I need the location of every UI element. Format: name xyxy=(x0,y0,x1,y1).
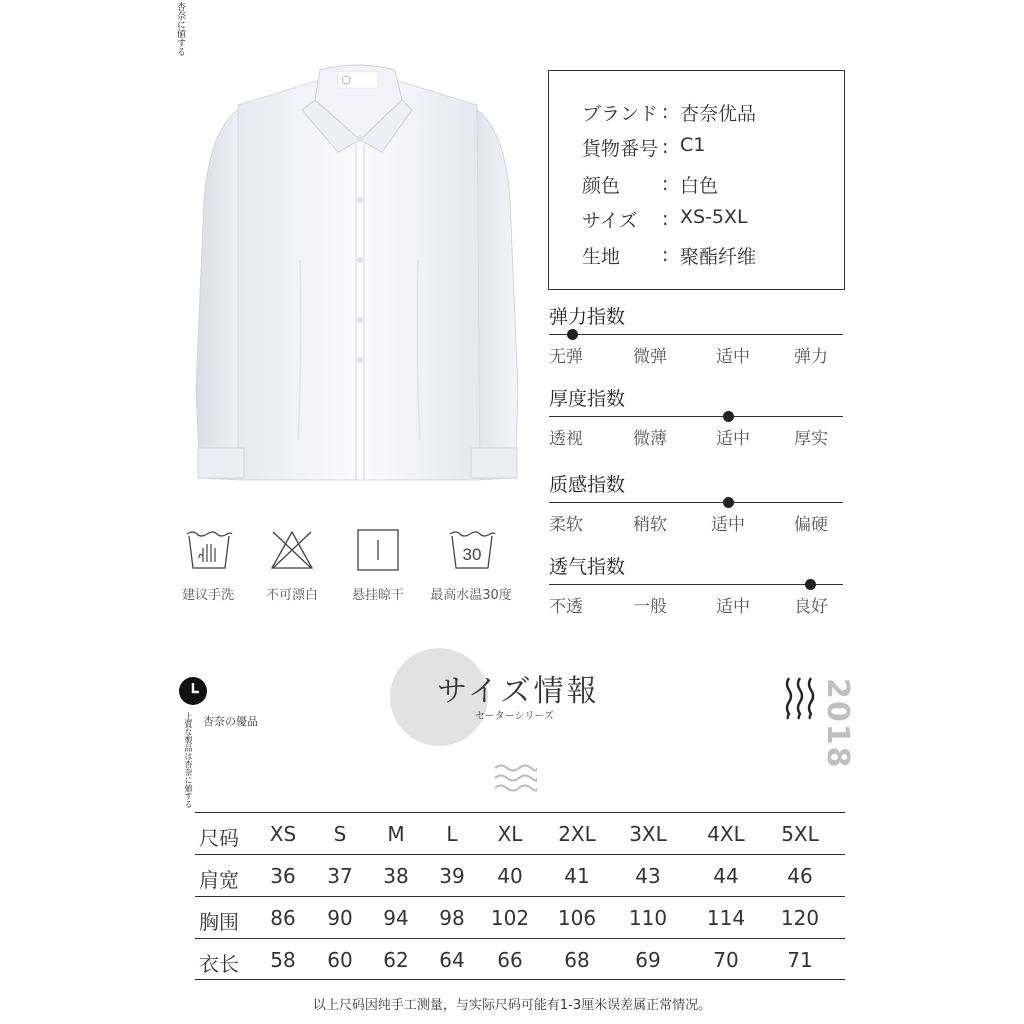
table-header-cell: L xyxy=(446,822,458,846)
table-cell: 60 xyxy=(327,948,353,972)
table-row xyxy=(195,854,845,896)
hang-dry-icon xyxy=(355,528,401,572)
index-label: 偏硬 xyxy=(794,515,828,535)
info-colon: : xyxy=(662,136,669,158)
index-title: 透气指数 xyxy=(549,556,626,578)
table-cell: 106 xyxy=(557,906,597,930)
table-cell: 69 xyxy=(635,948,661,972)
index-label: 适中 xyxy=(711,515,745,535)
table-header-cell: 3XL xyxy=(629,822,667,846)
index-label: 柔软 xyxy=(549,515,583,535)
index-label: 不透 xyxy=(549,597,583,617)
table-header-cell: 4XL xyxy=(707,822,745,846)
info-value: C1 xyxy=(680,134,706,156)
table-cell: 70 xyxy=(713,948,739,972)
index-level-dot xyxy=(723,411,734,422)
year-label: 2018 xyxy=(820,678,855,770)
table-header-row xyxy=(195,812,845,854)
index-label: 良好 xyxy=(794,597,828,617)
table-header-cell: XL xyxy=(497,822,523,846)
table-cell: 胸围 xyxy=(199,910,239,934)
breathability-index xyxy=(549,552,843,632)
table-row xyxy=(195,896,845,938)
care-label: 不可漂白 xyxy=(265,588,318,603)
table-header-cell: 尺码 xyxy=(199,826,239,850)
table-cell: 114 xyxy=(706,906,746,930)
table-row xyxy=(195,938,845,980)
index-label: 微薄 xyxy=(633,429,667,449)
info-colon: : xyxy=(662,208,669,230)
tagline-vertical-side: 上質な製品は杏奈に値する xyxy=(184,712,193,808)
table-header-cell: M xyxy=(387,822,405,846)
size-info-title: サイズ情報 xyxy=(437,674,600,709)
index-scale-line xyxy=(549,584,843,585)
care-hand-wash xyxy=(163,528,253,608)
table-cell: 37 xyxy=(327,864,353,888)
index-scale-line xyxy=(549,334,843,335)
product-info-box xyxy=(548,70,845,290)
table-header-cell: 5XL xyxy=(781,822,819,846)
info-key: 生地 xyxy=(582,246,621,268)
info-key: サイズ xyxy=(582,210,638,232)
care-wash-30 xyxy=(426,528,516,608)
index-label: 适中 xyxy=(716,347,750,367)
table-header-cell: S xyxy=(333,822,347,846)
table-header-cell: 2XL xyxy=(558,822,596,846)
table-cell: 71 xyxy=(787,948,813,972)
no-bleach-icon xyxy=(269,528,315,572)
hand-wash-icon xyxy=(185,528,233,572)
index-title: 厚度指数 xyxy=(549,388,626,410)
info-key: 颜色 xyxy=(582,175,621,197)
index-label: 弹力 xyxy=(794,347,828,367)
table-header-cell: XS xyxy=(269,822,297,846)
heat-waves-icon xyxy=(783,676,819,720)
wave-lines-icon xyxy=(493,762,537,796)
table-cell: 40 xyxy=(497,864,523,888)
table-cell: 39 xyxy=(439,864,465,888)
care-label: 建议手洗 xyxy=(181,588,234,603)
table-cell: 64 xyxy=(439,948,465,972)
index-scale-line xyxy=(549,502,843,503)
info-value: 白色 xyxy=(680,175,719,197)
thickness-index xyxy=(549,384,843,464)
care-label: 最高水温30度 xyxy=(430,588,512,603)
index-level-dot xyxy=(723,497,734,508)
index-label: 一般 xyxy=(633,597,667,617)
index-label: 厚实 xyxy=(794,429,828,449)
white-shirt-image xyxy=(190,60,525,490)
info-value: 杏奈优品 xyxy=(680,103,757,125)
table-cell: 肩宽 xyxy=(199,868,239,892)
care-label: 悬挂晾干 xyxy=(351,588,404,603)
info-colon: : xyxy=(662,244,669,266)
index-level-dot xyxy=(805,579,816,590)
table-cell: 94 xyxy=(383,906,409,930)
info-value: 聚酯纤维 xyxy=(680,246,757,268)
table-cell: 68 xyxy=(564,948,590,972)
info-colon: : xyxy=(662,101,669,123)
wash-temperature-number: 30 xyxy=(462,545,482,564)
index-label: 无弹 xyxy=(549,347,583,367)
table-cell: 110 xyxy=(628,906,668,930)
wash-30-icon xyxy=(448,528,496,572)
size-info-subtitle: セーターシリーズ xyxy=(475,711,554,722)
index-label: 适中 xyxy=(716,597,750,617)
info-key: 貨物番号 xyxy=(582,138,659,160)
measurement-note: 以上尺码因纯手工测量，与实际尺码可能有1-3厘米误差属正常情况。 xyxy=(312,998,712,1013)
index-label: 适中 xyxy=(716,429,750,449)
table-cell: 36 xyxy=(270,864,296,888)
brand-name-small: 杏奈の優品 xyxy=(203,715,258,728)
table-cell: 衣长 xyxy=(199,952,239,976)
index-level-dot xyxy=(567,329,578,340)
index-title: 弹力指数 xyxy=(549,306,626,328)
table-cell: 41 xyxy=(564,864,590,888)
index-label: 微弹 xyxy=(633,347,667,367)
care-no-bleach xyxy=(247,528,337,608)
texture-index xyxy=(549,470,843,550)
care-hang-dry xyxy=(333,528,423,608)
table-cell: 38 xyxy=(383,864,409,888)
table-cell: 46 xyxy=(787,864,813,888)
clock-icon xyxy=(178,676,208,706)
index-scale-line xyxy=(549,416,843,417)
table-cell: 58 xyxy=(270,948,296,972)
table-cell: 86 xyxy=(270,906,296,930)
table-cell: 43 xyxy=(635,864,661,888)
table-cell: 44 xyxy=(713,864,739,888)
info-key: ブランド xyxy=(582,103,659,125)
table-cell: 90 xyxy=(327,906,353,930)
table-cell: 98 xyxy=(439,906,465,930)
index-label: 透视 xyxy=(549,429,583,449)
info-value: XS-5XL xyxy=(680,206,748,228)
table-cell: 62 xyxy=(383,948,409,972)
index-title: 质感指数 xyxy=(549,474,626,496)
index-label: 稍软 xyxy=(633,515,667,535)
table-cell: 66 xyxy=(497,948,523,972)
elasticity-index xyxy=(549,302,843,382)
info-colon: : xyxy=(662,173,669,195)
tagline-vertical-top: 杏奈に値する xyxy=(175,2,185,56)
table-cell: 102 xyxy=(490,906,530,930)
table-cell: 120 xyxy=(780,906,820,930)
